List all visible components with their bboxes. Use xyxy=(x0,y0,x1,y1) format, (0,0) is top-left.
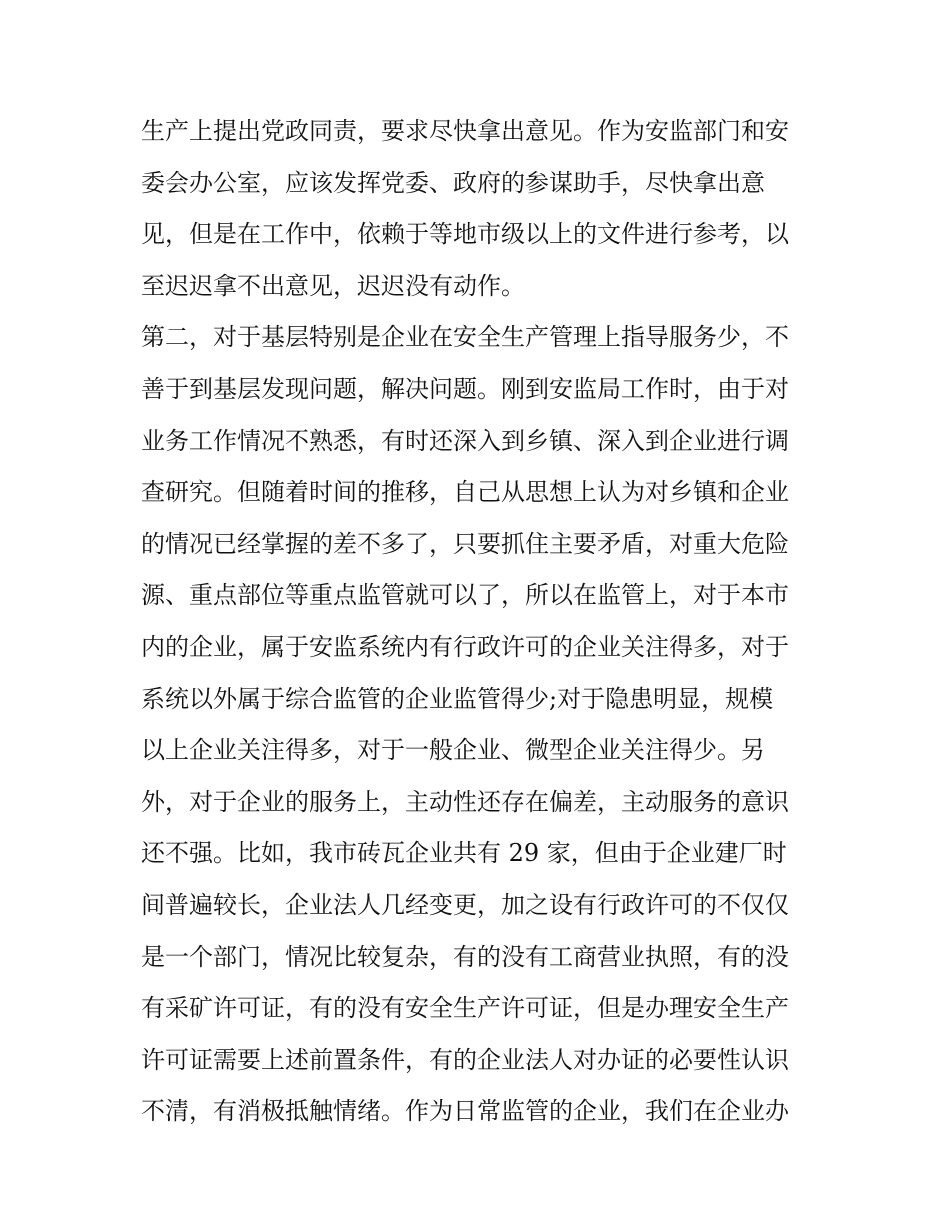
text-line: 见，但是在工作中，依赖于等地市级以上的文件进行参考，以 xyxy=(141,220,789,249)
text-line: 源、重点部位等重点监管就可以了，所以在监管上，对于本市 xyxy=(141,581,789,610)
text-line: 系统以外属于综合监管的企业监管得少;对于隐患明显，规模 xyxy=(141,684,774,713)
text-line: 还不强。比如，我市砖瓦企业共有 29 家，但由于企业建厂时 xyxy=(141,839,787,868)
text-line: 第二，对于基层特别是企业在安全生产管理上指导服务少，不 xyxy=(141,323,789,352)
text-line: 间普遍较长，企业法人几经变更，加之设有行政许可的不仅仅 xyxy=(141,890,789,919)
text-line: 是一个部门，情况比较复杂，有的没有工商营业执照，有的没 xyxy=(141,942,789,971)
text-line: 业务工作情况不熟悉，有时还深入到乡镇、深入到企业进行调 xyxy=(141,426,789,455)
text-line: 外，对于企业的服务上，主动性还存在偏差，主动服务的意识 xyxy=(141,787,789,816)
text-line: 不清，有消极抵触情绪。作为日常监管的企业，我们在企业办 xyxy=(141,1097,789,1126)
text-line: 委会办公室，应该发挥党委、政府的参谋助手，尽快拿出意 xyxy=(141,168,765,197)
text-line: 至迟迟拿不出意见，迟迟没有动作。 xyxy=(141,271,525,300)
text-line: 的情况已经掌握的差不多了，只要抓住主要矛盾，对重大危险 xyxy=(141,529,789,558)
body-text xyxy=(141,106,821,1138)
text-line: 以上企业关注得多，对于一般企业、微型企业关注得少。另 xyxy=(141,736,765,765)
text-line: 有采矿许可证，有的没有安全生产许可证，但是办理安全生产 xyxy=(141,994,789,1023)
text-line: 内的企业，属于安监系统内有行政许可的企业关注得多，对于 xyxy=(141,632,789,661)
text-line: 查研究。但随着时间的推移，自己从思想上认为对乡镇和企业 xyxy=(141,478,789,507)
text-line: 生产上提出党政同责，要求尽快拿出意见。作为安监部门和安 xyxy=(141,117,789,145)
text-line: 许可证需要上述前置条件，有的企业法人对办证的必要性认识 xyxy=(141,1045,789,1074)
text-line: 善于到基层发现问题，解决问题。刚到安监局工作时，由于对 xyxy=(141,374,789,403)
